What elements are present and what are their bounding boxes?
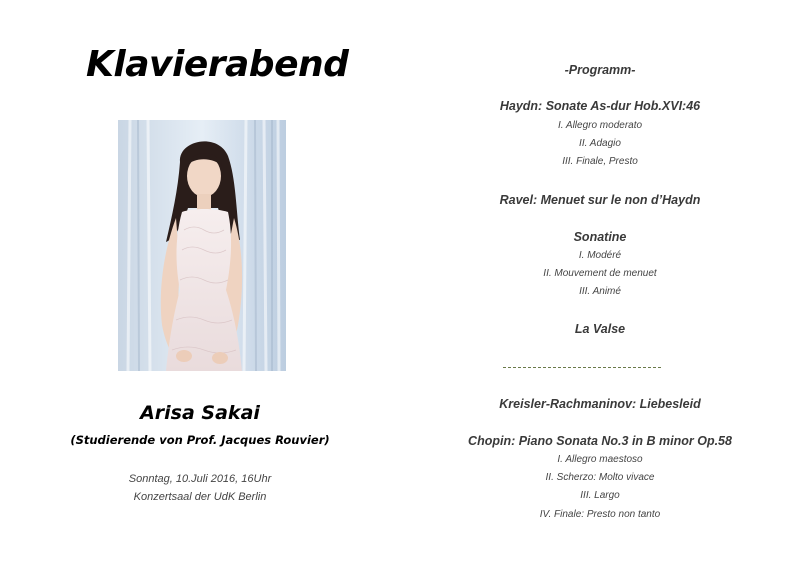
movement: II. Scherzo: Molto vivace [545,472,655,483]
piece-title: Haydn: Sonate As-dur Hob.XVI:46 [499,99,701,113]
piece-title: La Valse [574,322,626,336]
concert-venue: Konzertsaal der UdK Berlin [133,491,267,503]
performer-name: Arisa Sakai [140,402,260,424]
movement: I. Allegro maestoso [557,454,643,465]
movement: IV. Finale: Presto non tanto [539,509,661,520]
performer-photo [118,120,286,371]
program-heading: -Programm- [564,63,636,77]
piece-title: Kreisler-Rachmaninov: Liebesleid [499,397,701,411]
movement: II. Mouvement de menuet [543,268,657,279]
movement: I. Modéré [578,250,622,261]
section-divider [503,367,661,368]
movement: III. Animé [579,286,621,297]
piece-title: Ravel: Menuet sur le non d’Haydn [499,193,701,207]
concert-date: Sonntag, 10.Juli 2016, 16Uhr [128,473,272,485]
page-title: Klavierabend [86,44,349,85]
movement: II. Adagio [579,138,621,149]
movement: III. Largo [580,490,620,501]
piece-title: Chopin: Piano Sonata No.3 in B minor Op.58 [468,434,732,448]
piece-title: Sonatine [573,230,627,244]
performer-affiliation: (Studierende von Prof. Jacques Rouvier) [70,433,330,447]
movement: I. Allegro moderato [557,120,643,131]
program-page [400,0,800,566]
movement: III. Finale, Presto [562,156,638,167]
